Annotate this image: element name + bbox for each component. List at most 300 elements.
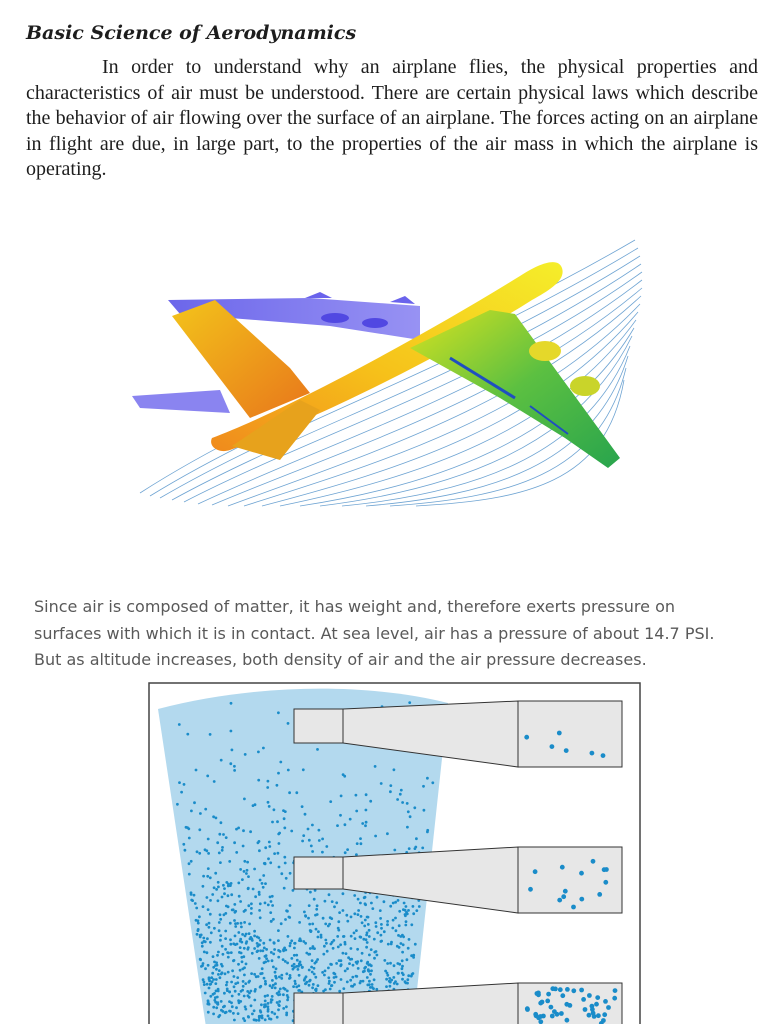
air-molecule [363, 970, 366, 973]
air-molecule [214, 982, 217, 985]
air-molecule [304, 977, 307, 980]
air-molecule [188, 837, 191, 840]
air-molecule [400, 789, 403, 792]
air-molecule [262, 747, 265, 750]
air-molecule [248, 923, 251, 926]
air-molecule [371, 907, 374, 910]
air-molecule [301, 840, 304, 843]
air-molecule [233, 975, 236, 978]
air-molecule [367, 923, 370, 926]
air-molecule [336, 935, 339, 938]
air-molecule [315, 908, 318, 911]
air-molecule [364, 919, 367, 922]
air-molecule [302, 768, 305, 771]
air-molecule [199, 958, 202, 961]
air-molecule [246, 861, 249, 864]
air-molecule [407, 947, 410, 950]
air-molecule [264, 1000, 267, 1003]
air-molecule [264, 982, 267, 985]
air-molecule [335, 901, 338, 904]
air-molecule [180, 791, 183, 794]
air-molecule [233, 1019, 236, 1022]
air-molecule [314, 976, 317, 979]
air-molecule [289, 872, 292, 875]
air-molecule [299, 939, 302, 942]
air-molecule [331, 900, 334, 903]
air-molecule [258, 1015, 261, 1018]
air-molecule [206, 775, 209, 778]
air-molecule [386, 920, 389, 923]
air-molecule [312, 983, 315, 986]
air-molecule [273, 808, 276, 811]
probe-molecule [564, 748, 569, 753]
air-molecule [389, 905, 392, 908]
air-molecule [330, 917, 333, 920]
air-molecule [283, 887, 286, 890]
air-molecule [426, 829, 429, 832]
air-molecule [289, 904, 292, 907]
air-molecule [359, 902, 362, 905]
air-molecule [283, 947, 286, 950]
air-molecule [253, 1018, 256, 1021]
air-molecule [279, 993, 282, 996]
air-molecule [370, 964, 373, 967]
air-molecule [258, 891, 261, 894]
air-molecule [250, 912, 253, 915]
air-molecule [237, 963, 240, 966]
air-molecule [271, 979, 274, 982]
air-molecule [176, 803, 179, 806]
air-molecule [221, 945, 224, 948]
probe-molecule [571, 905, 576, 910]
air-molecule [338, 990, 341, 993]
air-molecule [254, 895, 257, 898]
probe-molecule [571, 988, 576, 993]
air-molecule [220, 1000, 223, 1003]
air-molecule [197, 929, 200, 932]
air-molecule [267, 904, 270, 907]
air-molecule [212, 1006, 215, 1009]
air-molecule [208, 977, 211, 980]
air-molecule [408, 847, 411, 850]
air-molecule [393, 768, 396, 771]
pressure-paragraph: Since air is composed of matter, it has weight and, therefore exerts pressure on surfaces with which it is in contact. At sea level, air has a pressure of about 14.7 PSI. But as altitude increases, both density of air and the air pressure decreases. [34, 597, 715, 669]
air-molecule [239, 868, 242, 871]
air-molecule [202, 885, 205, 888]
probe-molecule [590, 751, 595, 756]
air-molecule [208, 926, 211, 929]
air-molecule [215, 978, 218, 981]
air-molecule [206, 937, 209, 940]
air-molecule [350, 916, 353, 919]
air-molecule [384, 970, 387, 973]
air-molecule [249, 830, 252, 833]
air-molecule [364, 966, 367, 969]
air-molecule [221, 846, 224, 849]
air-molecule [368, 954, 371, 957]
air-molecule [188, 862, 191, 865]
air-molecule [267, 1002, 270, 1005]
air-molecule [304, 813, 307, 816]
air-molecule [258, 1019, 261, 1022]
air-molecule [196, 850, 199, 853]
air-molecule [279, 761, 282, 764]
probe-molecule [596, 1013, 601, 1018]
air-molecule [304, 942, 307, 945]
air-molecule [222, 1006, 225, 1009]
probe-molecule [545, 999, 550, 1004]
air-molecule [200, 965, 203, 968]
air-molecule [234, 910, 237, 913]
air-molecule [274, 987, 277, 990]
air-molecule [206, 896, 209, 899]
air-molecule [240, 941, 243, 944]
air-molecule [235, 1006, 238, 1009]
air-molecule [233, 841, 236, 844]
air-molecule [271, 986, 274, 989]
air-molecule [218, 833, 221, 836]
air-molecule [344, 851, 347, 854]
air-molecule [269, 939, 272, 942]
air-molecule [277, 1008, 280, 1011]
air-molecule [340, 978, 343, 981]
air-molecule [361, 822, 364, 825]
air-molecule [356, 948, 359, 951]
air-molecule [311, 986, 314, 989]
air-molecule [285, 909, 288, 912]
probe-molecule [579, 988, 584, 993]
air-molecule [345, 952, 348, 955]
air-molecule [261, 1014, 264, 1017]
air-molecule [392, 902, 395, 905]
probe-molecule [555, 1012, 560, 1017]
air-molecule [401, 972, 404, 975]
air-molecule [401, 965, 404, 968]
air-molecule [389, 784, 392, 787]
air-molecule [314, 988, 317, 991]
air-molecule [257, 779, 260, 782]
air-molecule [308, 969, 311, 972]
air-molecule [414, 943, 417, 946]
section-heading: Basic Science of Aerodynamics [26, 22, 357, 44]
air-molecule [301, 805, 304, 808]
air-molecule [404, 980, 407, 983]
air-molecule [386, 923, 389, 926]
air-molecule [253, 947, 256, 950]
air-molecule [199, 934, 202, 937]
probe-molecule [560, 993, 565, 998]
air-molecule [190, 810, 193, 813]
air-molecule [243, 974, 246, 977]
air-molecule [311, 923, 314, 926]
air-molecule [245, 940, 248, 943]
air-molecule [279, 988, 282, 991]
air-molecule [266, 786, 269, 789]
air-molecule [394, 980, 397, 983]
air-molecule [253, 1009, 256, 1012]
air-molecule [259, 949, 262, 952]
air-molecule [245, 933, 248, 936]
air-molecule [401, 978, 404, 981]
air-molecule [328, 923, 331, 926]
air-molecule [277, 929, 280, 932]
air-molecule [365, 793, 368, 796]
probe-molecule [606, 1005, 611, 1010]
air-molecule [412, 954, 415, 957]
air-molecule [383, 930, 386, 933]
probe-molecule [568, 1003, 573, 1008]
air-molecule [359, 936, 362, 939]
air-molecule [285, 1014, 288, 1017]
air-molecule [297, 968, 300, 971]
air-molecule [352, 964, 355, 967]
air-molecule [350, 985, 353, 988]
air-molecule [371, 983, 374, 986]
air-molecule [230, 893, 233, 896]
air-molecule [375, 950, 378, 953]
air-molecule [234, 982, 237, 985]
air-molecule [217, 881, 220, 884]
air-molecule [342, 773, 345, 776]
air-molecule [230, 882, 233, 885]
air-molecule [264, 846, 267, 849]
air-molecule [332, 972, 335, 975]
air-molecule [332, 947, 335, 950]
air-molecule [219, 939, 222, 942]
air-molecule [286, 990, 289, 993]
air-molecule [356, 842, 359, 845]
air-molecule [360, 959, 363, 962]
air-molecule [217, 899, 220, 902]
air-molecule [285, 877, 288, 880]
air-molecule [404, 924, 407, 927]
air-molecule [204, 992, 207, 995]
air-molecule [195, 907, 198, 910]
air-molecule [225, 905, 228, 908]
air-molecule [289, 942, 292, 945]
air-molecule [209, 733, 212, 736]
air-molecule [225, 881, 228, 884]
air-molecule [302, 834, 305, 837]
air-molecule [205, 849, 208, 852]
air-molecule [273, 1012, 276, 1015]
air-molecule [259, 902, 262, 905]
air-molecule [340, 795, 343, 798]
air-molecule [298, 974, 301, 977]
air-molecule [323, 974, 326, 977]
air-molecule [259, 916, 262, 919]
air-molecule [211, 893, 214, 896]
air-molecule [266, 994, 269, 997]
air-molecule [231, 749, 234, 752]
air-molecule [206, 1003, 209, 1006]
probe-molecule [528, 887, 533, 892]
air-molecule [241, 960, 244, 963]
intro-paragraph: In order to understand why an airplane flies, the physical properties and characteristics of air must be understood. There are certain physical laws which describe the behavior of air flowing over the surface of an airplane. The forces acting on an airplane in flight are due, in large part, to the properties of the air mass in which the airplane is operating. [26, 56, 758, 180]
air-molecule [394, 917, 397, 920]
air-molecule [355, 794, 358, 797]
air-molecule [205, 923, 208, 926]
probe-molecule [546, 992, 551, 997]
air-molecule [229, 762, 232, 765]
probe-molecule [604, 867, 609, 872]
air-molecule [308, 980, 311, 983]
air-molecule [202, 875, 205, 878]
air-molecule [406, 802, 409, 805]
air-molecule [207, 908, 210, 911]
air-molecule [218, 969, 221, 972]
air-molecule [397, 972, 400, 975]
air-molecule [276, 784, 279, 787]
air-molecule [228, 1010, 231, 1013]
air-molecule [353, 932, 356, 935]
air-molecule [326, 950, 329, 953]
air-molecule [270, 1001, 273, 1004]
air-molecule [346, 967, 349, 970]
air-molecule [404, 909, 407, 912]
air-molecule [273, 852, 276, 855]
air-molecule [365, 934, 368, 937]
air-molecule [223, 992, 226, 995]
probe-molecule [590, 1007, 595, 1012]
air-molecule [233, 985, 236, 988]
air-molecule [227, 971, 230, 974]
air-molecule [398, 924, 401, 927]
air-molecule [322, 917, 325, 920]
air-molecule [406, 978, 409, 981]
air-molecule [247, 875, 250, 878]
air-molecule [272, 953, 275, 956]
air-molecule [221, 849, 224, 852]
air-molecule [240, 952, 243, 955]
air-molecule [262, 886, 265, 889]
air-molecule [328, 980, 331, 983]
air-molecule [349, 979, 352, 982]
air-molecule [211, 972, 214, 975]
air-molecule [357, 913, 360, 916]
air-molecule [305, 952, 308, 955]
air-molecule [234, 935, 237, 938]
air-molecule [307, 828, 310, 831]
air-molecule [258, 840, 261, 843]
air-molecule [272, 966, 275, 969]
air-molecule [296, 959, 299, 962]
air-molecule [337, 946, 340, 949]
air-molecule [293, 947, 296, 950]
air-molecule [282, 1007, 285, 1010]
air-molecule [219, 861, 222, 864]
air-molecule [231, 1005, 234, 1008]
air-molecule [311, 850, 314, 853]
air-molecule [353, 894, 356, 897]
air-molecule [264, 1018, 267, 1021]
air-molecule [286, 999, 289, 1002]
air-molecule [409, 815, 412, 818]
air-molecule [275, 967, 278, 970]
probe-molecule [550, 986, 555, 991]
air-molecule [370, 902, 373, 905]
air-molecule [365, 938, 368, 941]
air-molecule [389, 985, 392, 988]
air-molecule [178, 723, 181, 726]
air-molecule [211, 980, 214, 983]
air-molecule [337, 920, 340, 923]
air-molecule [207, 852, 210, 855]
air-molecule [369, 973, 372, 976]
air-molecule [271, 1011, 274, 1014]
air-molecule [317, 984, 320, 987]
air-molecule [213, 780, 216, 783]
air-molecule [401, 967, 404, 970]
air-molecule [206, 951, 209, 954]
air-molecule [329, 988, 332, 991]
air-molecule [260, 1003, 263, 1006]
air-molecule [219, 913, 222, 916]
air-molecule [396, 962, 399, 965]
air-molecule [257, 937, 260, 940]
air-molecule [220, 973, 223, 976]
air-molecule [276, 820, 279, 823]
air-molecule [277, 711, 280, 714]
probe-molecule [579, 897, 584, 902]
air-molecule [353, 983, 356, 986]
air-molecule [373, 978, 376, 981]
air-molecule [240, 926, 243, 929]
air-molecule [247, 904, 250, 907]
probe-molecule [565, 1018, 570, 1023]
air-molecule [208, 922, 211, 925]
air-molecule [224, 972, 227, 975]
air-molecule [346, 920, 349, 923]
air-molecule [226, 981, 229, 984]
air-molecule [246, 869, 249, 872]
air-molecule [375, 988, 378, 991]
air-molecule [221, 896, 224, 899]
air-molecule [313, 947, 316, 950]
air-molecule [210, 931, 213, 934]
air-molecule [257, 751, 260, 754]
air-molecule [293, 954, 296, 957]
air-molecule [219, 934, 222, 937]
air-molecule [245, 872, 248, 875]
air-molecule [350, 935, 353, 938]
air-molecule [396, 983, 399, 986]
air-molecule [202, 962, 205, 965]
probe-molecule [524, 735, 529, 740]
air-molecule [389, 790, 392, 793]
air-molecule [231, 995, 234, 998]
air-molecule [376, 896, 379, 899]
air-molecule [223, 887, 226, 890]
air-molecule [232, 1012, 235, 1015]
air-molecule [272, 918, 275, 921]
probe-molecule [538, 1019, 543, 1024]
air-molecule [273, 948, 276, 951]
air-molecule [231, 969, 234, 972]
air-molecule [405, 920, 408, 923]
air-molecule [236, 976, 239, 979]
air-molecule [262, 874, 265, 877]
air-molecule [363, 925, 366, 928]
air-molecule [380, 923, 383, 926]
air-molecule [345, 914, 348, 917]
air-molecule [284, 988, 287, 991]
air-molecule [218, 852, 221, 855]
air-molecule [293, 942, 296, 945]
air-molecule [230, 981, 233, 984]
air-molecule [216, 841, 219, 844]
air-molecule [251, 1013, 254, 1016]
